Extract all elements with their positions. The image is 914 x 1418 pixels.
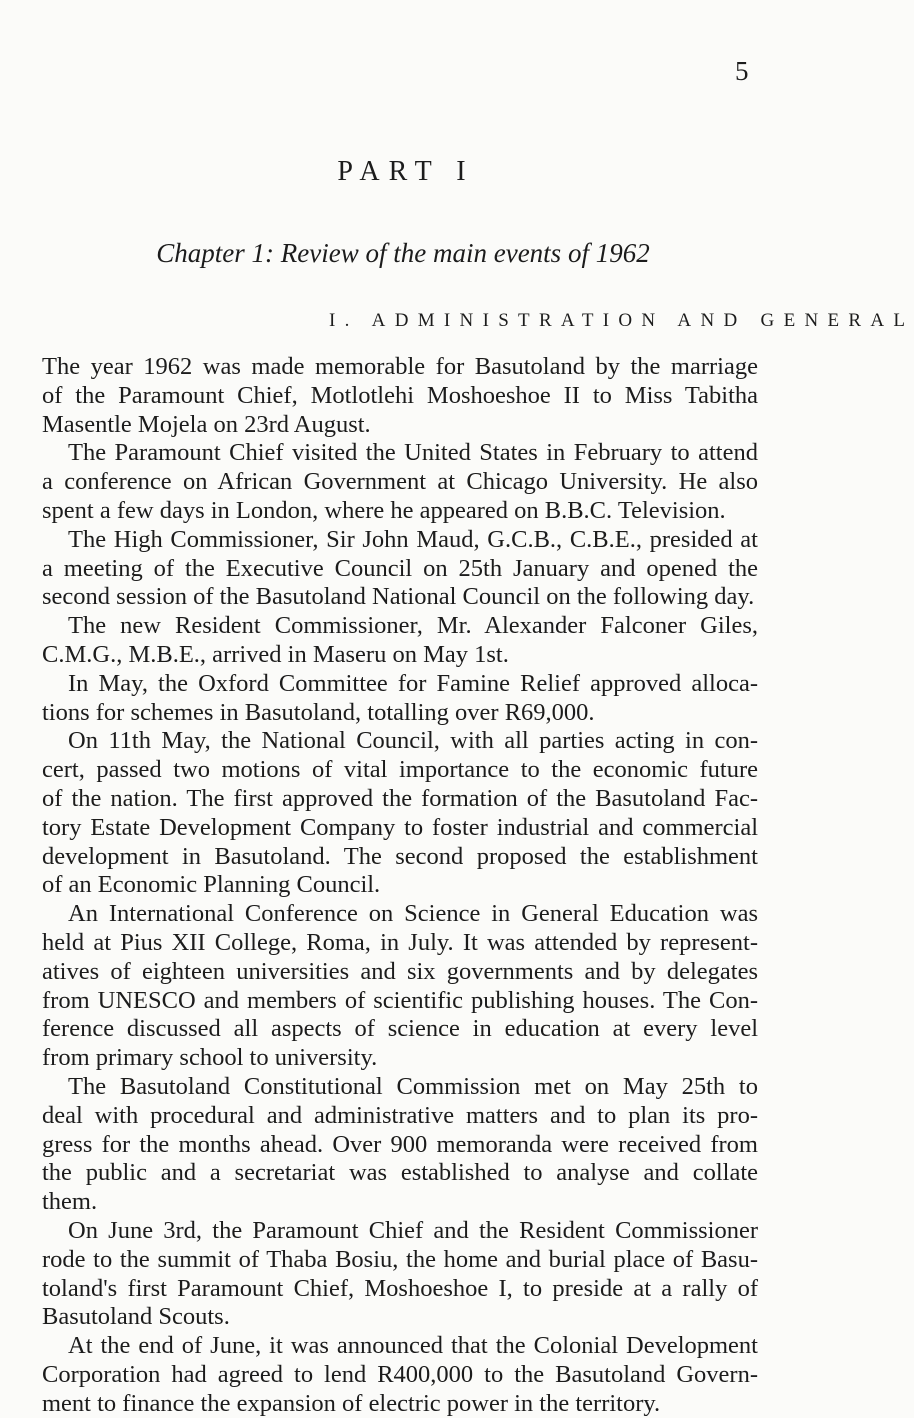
text-line-content: a meeting of the Executive Council on 25th January and opened the	[42, 554, 758, 582]
text-line-content: Corporation had agreed to lend R400,000 to the Basutoland Govern-	[42, 1360, 758, 1388]
page-number: 5	[735, 56, 749, 86]
text-line-content: Masentle Mojela on 23rd August.	[42, 410, 371, 438]
text-line-content: ference discussed all aspects of science in education at every level	[42, 1015, 758, 1043]
text-line	[0, 814, 800, 843]
text-line	[0, 900, 800, 929]
text-line-content: held at Pius XII College, Roma, in July. It was attended by represent-	[42, 928, 758, 956]
body-text	[0, 353, 800, 1418]
text-line-content: spent a few days in London, where he appeared on B.B.C. Television.	[42, 496, 726, 524]
text-line	[0, 1044, 800, 1073]
text-line	[0, 785, 800, 814]
text-line-content: the public and a secretariat was established to analyse and collate	[42, 1159, 758, 1187]
text-line	[0, 583, 800, 612]
text-line-content: development in Basutoland. The second proposed the establishment	[42, 842, 758, 870]
text-line	[0, 871, 800, 900]
text-line-content: On June 3rd, the Paramount Chief and the Resident Commissioner	[68, 1216, 758, 1244]
text-line-content: The Basutoland Constitutional Commission met on May 25th to	[68, 1072, 758, 1100]
text-line	[0, 1246, 800, 1275]
text-line	[0, 1332, 800, 1361]
text-line	[0, 382, 800, 411]
text-line	[0, 1303, 800, 1332]
text-line-content: of the Paramount Chief, Motlotlehi Moshoeshoe II to Miss Tabitha	[42, 381, 758, 409]
text-line	[0, 958, 800, 987]
text-line	[0, 526, 800, 555]
text-line	[0, 1159, 800, 1188]
text-line	[0, 497, 800, 526]
text-line-content: ment to finance the expansion of electric power in the territory.	[42, 1389, 661, 1417]
text-line-content: C.M.G., M.B.E., arrived in Maseru on May 1st.	[42, 640, 509, 668]
text-line	[0, 987, 800, 1016]
text-line-content: tions for schemes in Basutoland, totalling over R69,000.	[42, 698, 595, 726]
text-line	[0, 1131, 800, 1160]
text-line-content: atives of eighteen universities and six governments and by delegates	[42, 957, 758, 985]
text-line	[0, 1102, 800, 1131]
text-line-content: The year 1962 was made memorable for Basutoland by the marriage	[42, 353, 758, 380]
text-line-content: An International Conference on Science in General Education was	[68, 900, 758, 928]
text-line	[0, 353, 800, 382]
text-line	[0, 670, 800, 699]
chapter-title: Chapter 1: Review of the main events of 1962	[156, 238, 650, 268]
text-line	[0, 641, 800, 670]
text-line	[0, 1015, 800, 1044]
text-line-content: a conference on African Government at Chicago University. He also	[42, 468, 758, 496]
text-line-content: On 11th May, the National Council, with all parties acting in con-	[68, 727, 758, 755]
text-line-content: The Paramount Chief visited the United States in February to attend	[68, 439, 758, 467]
text-line	[0, 929, 800, 958]
text-line	[0, 411, 800, 440]
text-line	[0, 555, 800, 584]
text-line-content: At the end of June, it was announced that the Colonial Development	[68, 1332, 758, 1360]
text-line	[0, 756, 800, 785]
text-line-content: from primary school to university.	[42, 1044, 378, 1072]
text-line-content: In May, the Oxford Committee for Famine Relief approved alloca-	[68, 669, 758, 697]
text-line-content: tory Estate Development Company to foster industrial and commercial	[42, 813, 758, 841]
text-line-content: them.	[42, 1188, 98, 1216]
text-line	[0, 1361, 800, 1390]
text-line-content: The new Resident Commissioner, Mr. Alexander Falconer Giles,	[68, 612, 758, 640]
text-line-content: toland's first Paramount Chief, Moshoeshoe I, to preside at a rally of	[42, 1274, 758, 1302]
text-line-content: from UNESCO and members of scientific publishing houses. The Con-	[42, 986, 758, 1014]
text-line	[0, 468, 800, 497]
text-line-content: second session of the Basutoland National Council on the following day.	[42, 583, 755, 611]
text-line-content: of an Economic Planning Council.	[42, 871, 381, 899]
text-line-content: of the nation. The first approved the formation of the Basutoland Fac-	[42, 784, 758, 812]
text-line	[0, 1188, 800, 1217]
text-line-content: The High Commissioner, Sir John Maud, G.C.B., C.B.E., presided at	[68, 525, 758, 553]
text-line	[0, 699, 800, 728]
text-line	[0, 1073, 800, 1102]
text-line-content: cert, passed two motions of vital importance to the economic future	[42, 756, 758, 784]
part-heading: PART I	[337, 156, 475, 187]
text-line	[0, 612, 800, 641]
text-line	[0, 439, 800, 468]
text-line	[0, 843, 800, 872]
text-line	[0, 1390, 800, 1418]
text-line-content: Basutoland Scouts.	[42, 1303, 230, 1331]
text-line-content: gress for the months ahead. Over 900 memoranda were received from	[42, 1130, 758, 1158]
text-line	[0, 1217, 800, 1246]
section-heading: I. ADMINISTRATION AND GENERAL	[329, 310, 914, 331]
text-line	[0, 1275, 800, 1304]
text-line-content: deal with procedural and administrative matters and to plan its pro-	[42, 1101, 758, 1129]
text-line-content: rode to the summit of Thaba Bosiu, the home and burial place of Basu-	[42, 1245, 758, 1273]
text-line	[0, 727, 800, 756]
